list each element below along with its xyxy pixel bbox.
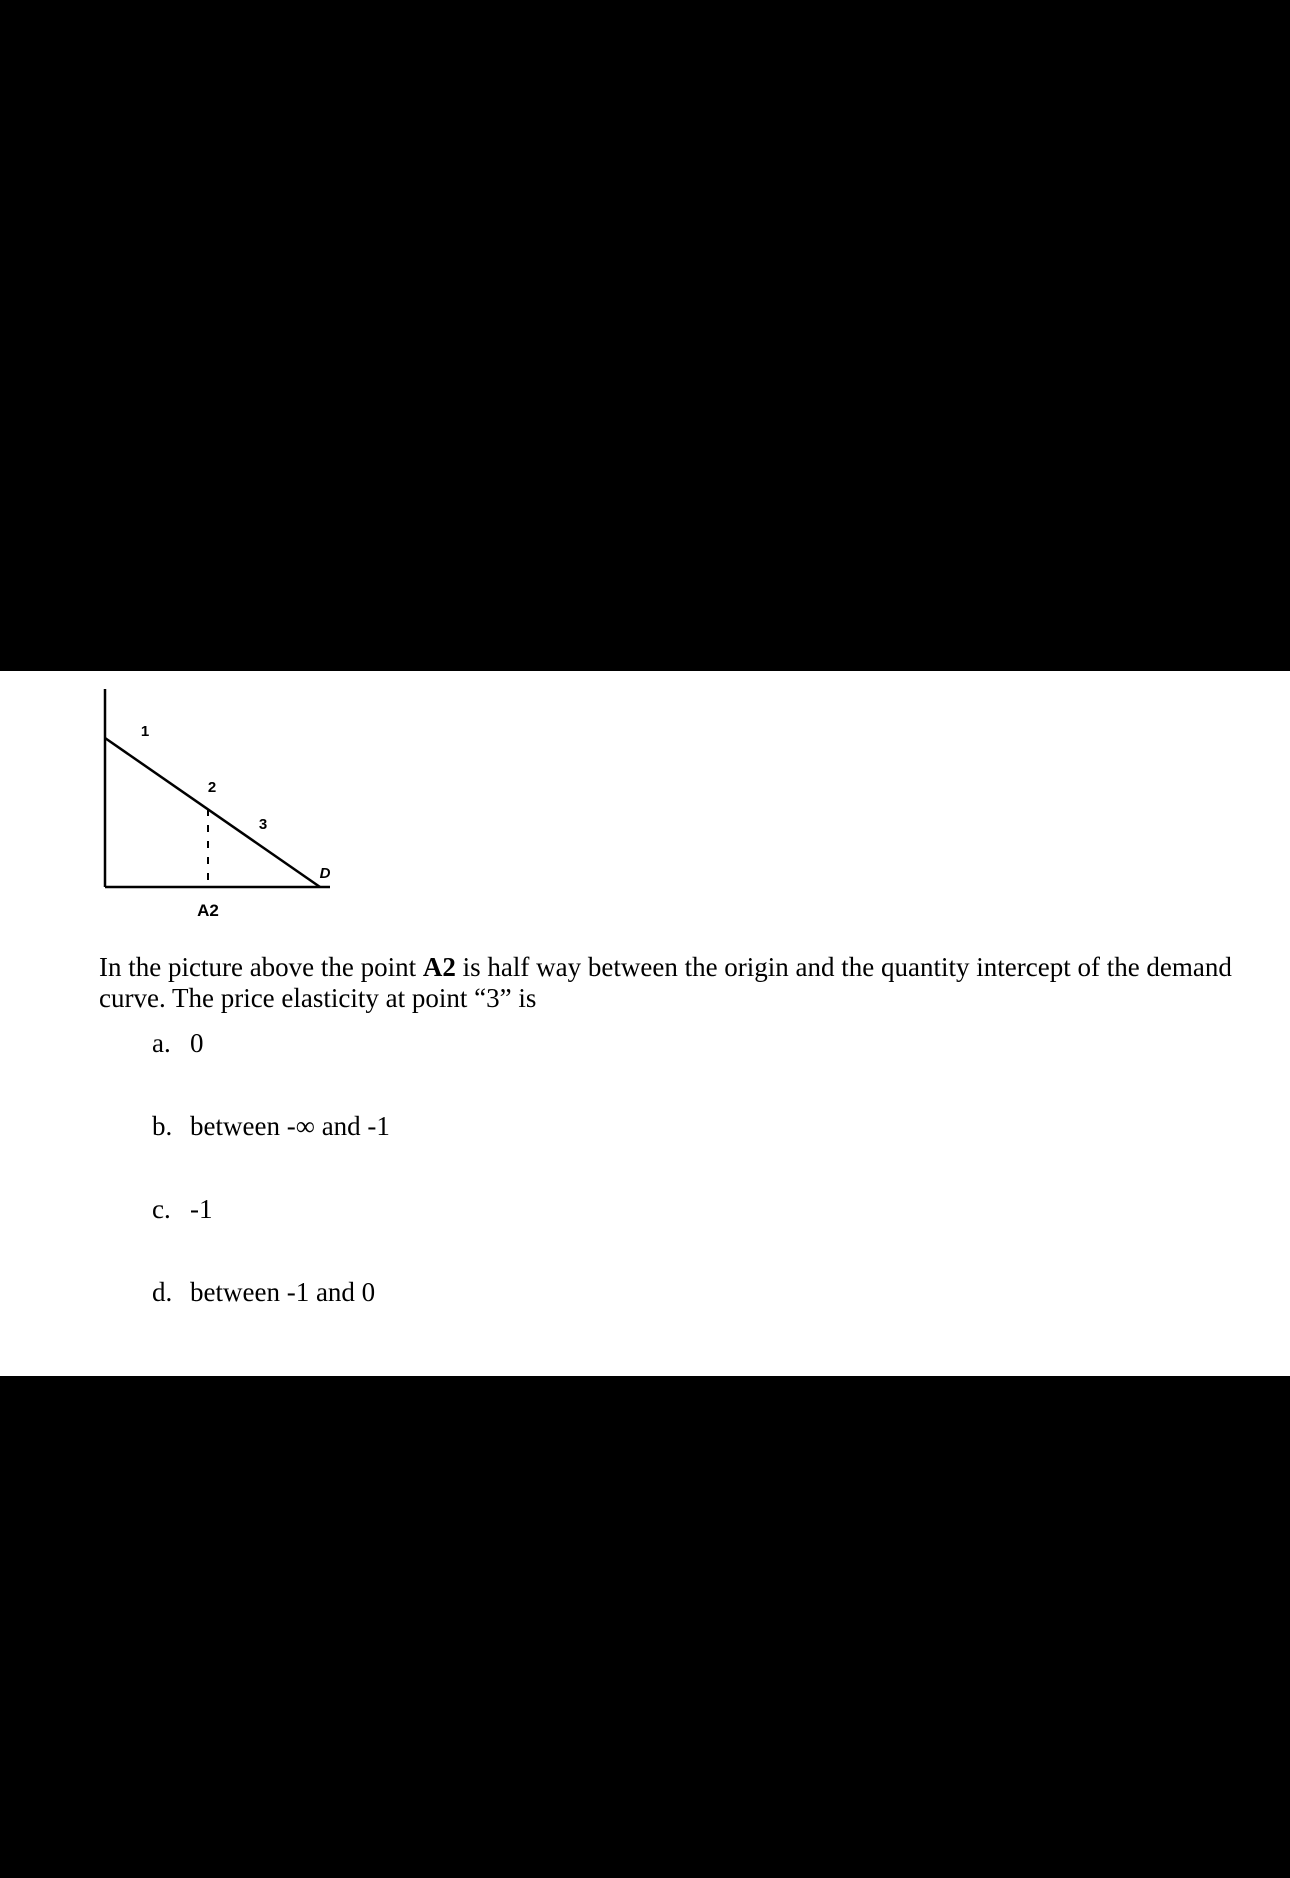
option-b-text: between -∞ and -1 <box>190 1111 390 1141</box>
option-b-letter: b. <box>152 1111 173 1141</box>
a2-label: A2 <box>197 901 219 919</box>
option-c[interactable] <box>152 1194 213 1225</box>
demand-curve-diagram <box>90 689 350 919</box>
demand-curve-label: D <box>319 865 331 882</box>
point-2-label: 2 <box>207 779 217 796</box>
question-text-part2: is half way between the origin and the quantity intercept of the demand curve. The price elasticity at point “3” is <box>99 952 1232 1013</box>
option-a-letter: a. <box>152 1028 171 1058</box>
point-3-label: 3 <box>258 816 268 833</box>
point-1-label: 1 <box>140 723 150 740</box>
option-d-letter: d. <box>152 1277 173 1307</box>
option-a[interactable] <box>152 1028 204 1059</box>
question-panel <box>0 671 1290 1376</box>
question-text <box>99 952 1284 1014</box>
option-c-text: -1 <box>190 1194 213 1224</box>
option-d[interactable] <box>152 1277 375 1308</box>
option-b[interactable] <box>152 1111 390 1142</box>
option-a-text: 0 <box>190 1028 204 1058</box>
option-d-text: between -1 and 0 <box>190 1277 376 1307</box>
demand-curve <box>105 738 320 887</box>
option-c-letter: c. <box>152 1194 171 1224</box>
question-text-part1: In the picture above the point <box>99 952 423 982</box>
question-text-point-a2: A2 <box>422 952 456 982</box>
